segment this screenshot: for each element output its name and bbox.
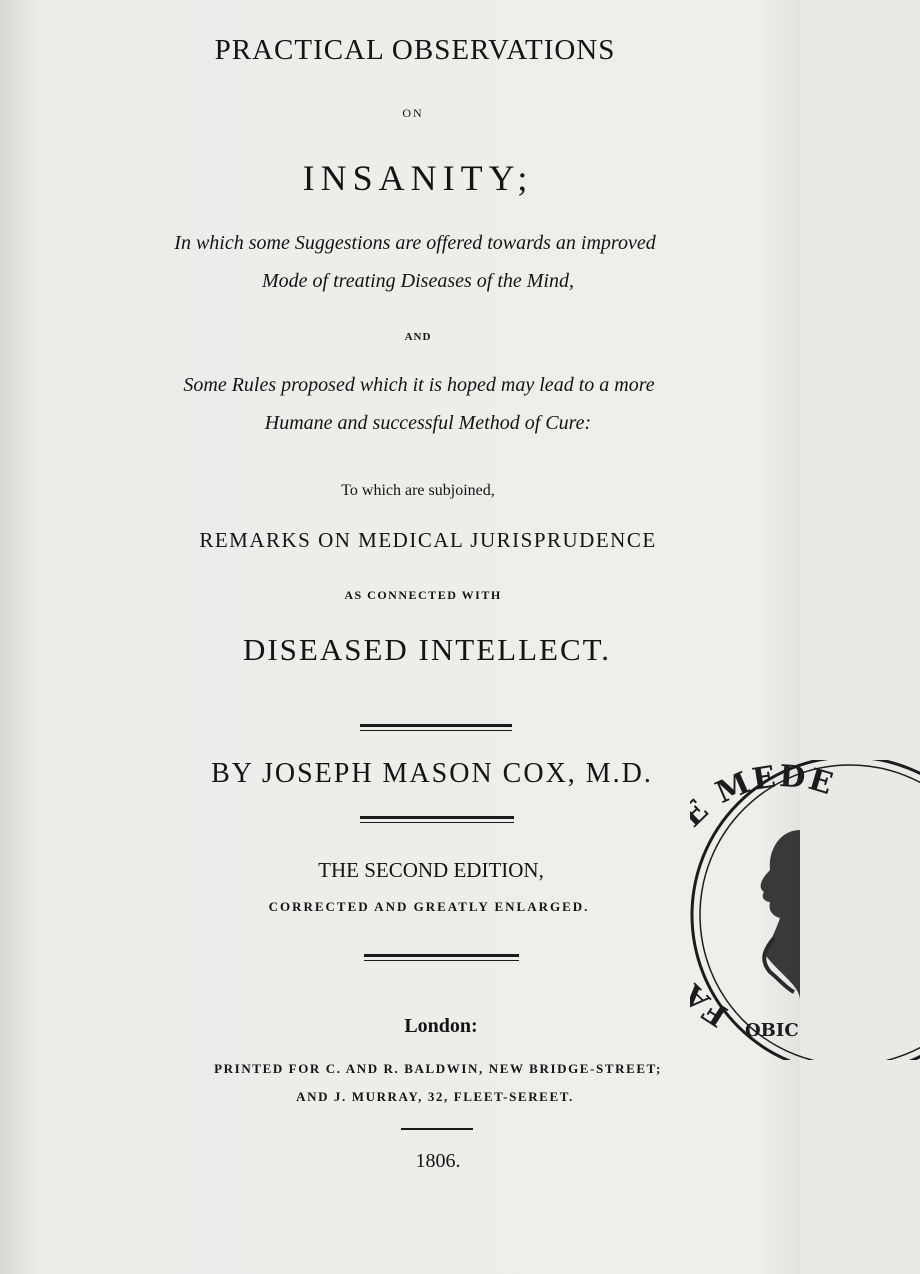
diseased-line: DISEASED INTELLECT. xyxy=(242,632,612,667)
book-subject: INSANITY; xyxy=(302,158,534,198)
edition-line: THE SECOND EDITION, xyxy=(318,858,544,882)
ornamental-rule-2 xyxy=(360,816,514,819)
book-title: PRACTICAL OBSERVATIONS xyxy=(214,34,616,66)
rules-line-2: Humane and successful Method of Cure: xyxy=(264,412,592,434)
corrected-line: CORRECTED AND GREATLY ENLARGED. xyxy=(268,899,590,914)
connected-line: AS CONNECTED WITH xyxy=(344,588,502,602)
ornamental-rule-4 xyxy=(401,1128,473,1130)
year-line: 1806. xyxy=(415,1150,461,1172)
stamp-bottom-text: OBIC xyxy=(745,1020,799,1041)
subjoined-line: To which are subjoined, xyxy=(341,482,495,499)
library-stamp xyxy=(690,760,920,1060)
place-line: London: xyxy=(404,1015,478,1037)
printer-line-2: AND J. MURRAY, 32, FLEET-SEREET. xyxy=(296,1089,574,1104)
stamp-seal-icon xyxy=(690,760,920,1060)
ornamental-rule-1 xyxy=(360,724,512,727)
author-line: BY JOSEPH MASON COX, M.D. xyxy=(211,758,653,789)
remarks-line: REMARKS ON MEDICAL JURISPRUDENCE xyxy=(199,528,657,552)
and-label: AND xyxy=(404,331,432,343)
subtitle-line-2: Mode of treating Diseases of the Mind, xyxy=(262,270,574,292)
title-on: ON xyxy=(402,106,424,120)
stamp-arc-text: F MEDE xyxy=(696,760,839,1034)
subtitle-line-1: In which some Suggestions are offered towards an improved xyxy=(174,232,656,254)
printer-line-1: PRINTED FOR C. AND R. BALDWIN, NEW BRIDGE-STREET; xyxy=(214,1061,662,1076)
rules-line-1: Some Rules proposed which it is hoped may lead to a more xyxy=(183,374,655,396)
ornamental-rule-3 xyxy=(364,954,519,957)
